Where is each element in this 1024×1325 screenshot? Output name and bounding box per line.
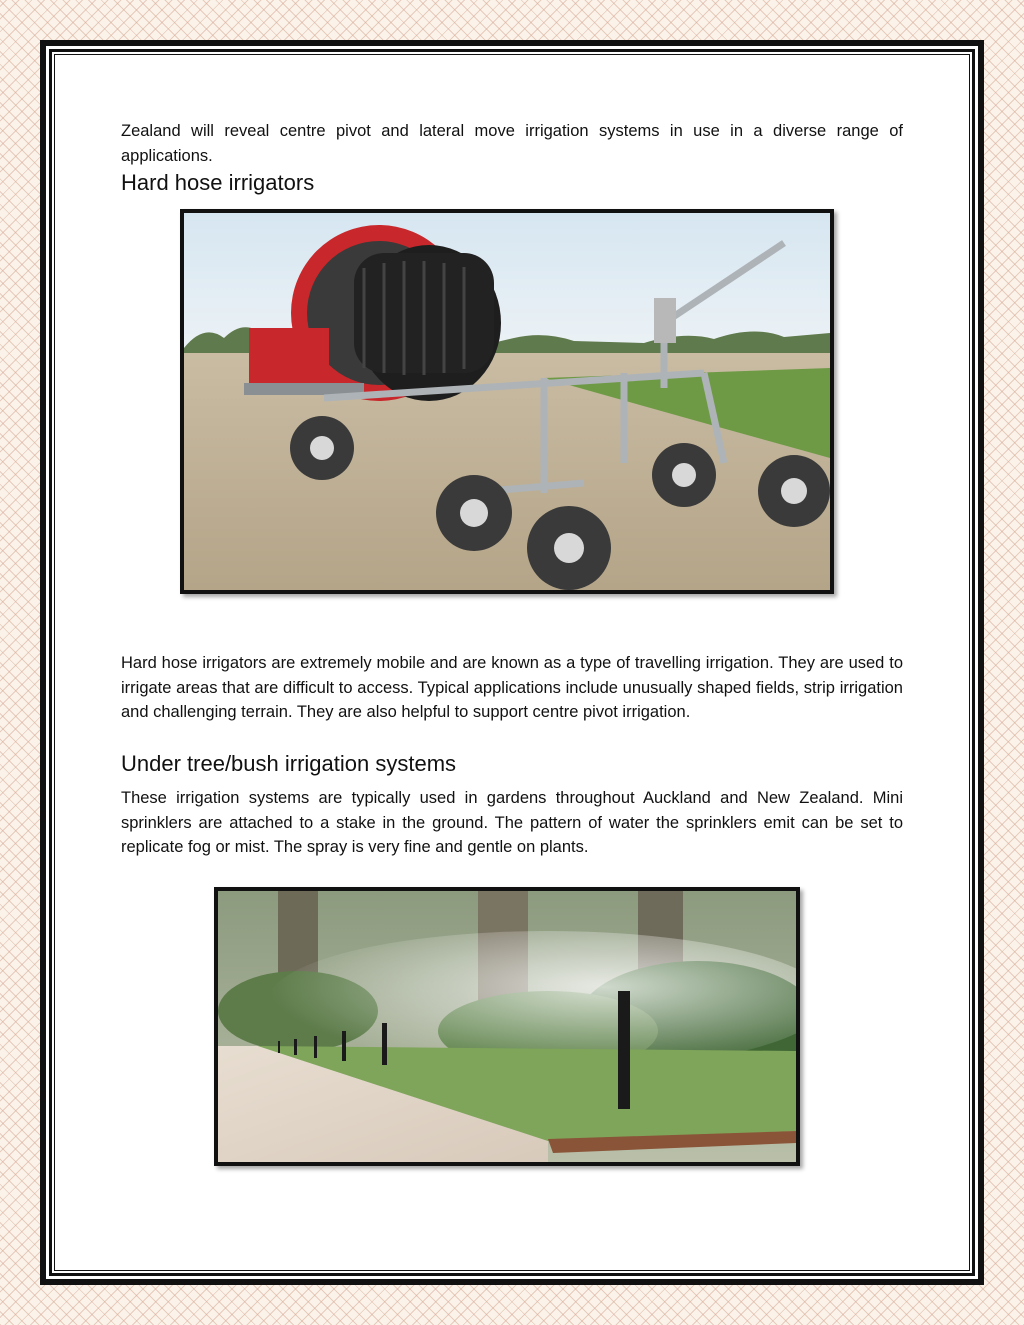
hard-hose-irrigator-photo xyxy=(180,209,834,594)
garden-sprinkler-photo xyxy=(214,887,800,1166)
section-heading-under-tree: Under tree/bush irrigation systems xyxy=(121,751,457,776)
hard-hose-paragraph: Hard hose irrigators are extremely mobile and are known as a type of travelling irrigation. They are used to irrigate areas that are difficult to access. Typical applications include unusually shaped fields, strip irrigation and challenging terrain. They are also helpful to support centre pivot irrigation. xyxy=(121,654,903,721)
intro-paragraph: Zealand will reveal centre pivot and lateral move irrigation systems in use in a diverse range of applications. xyxy=(121,122,903,165)
section-heading-hard-hose: Hard hose irrigators xyxy=(121,170,315,195)
under-tree-paragraph: These irrigation systems are typically used in gardens throughout Auckland and New Zealand. Mini sprinklers are attached to a stake in the ground. The pattern of water the sprinklers emit can be set to replicate fog or mist. The spray is very fine and gentle on plants. xyxy=(121,789,903,856)
